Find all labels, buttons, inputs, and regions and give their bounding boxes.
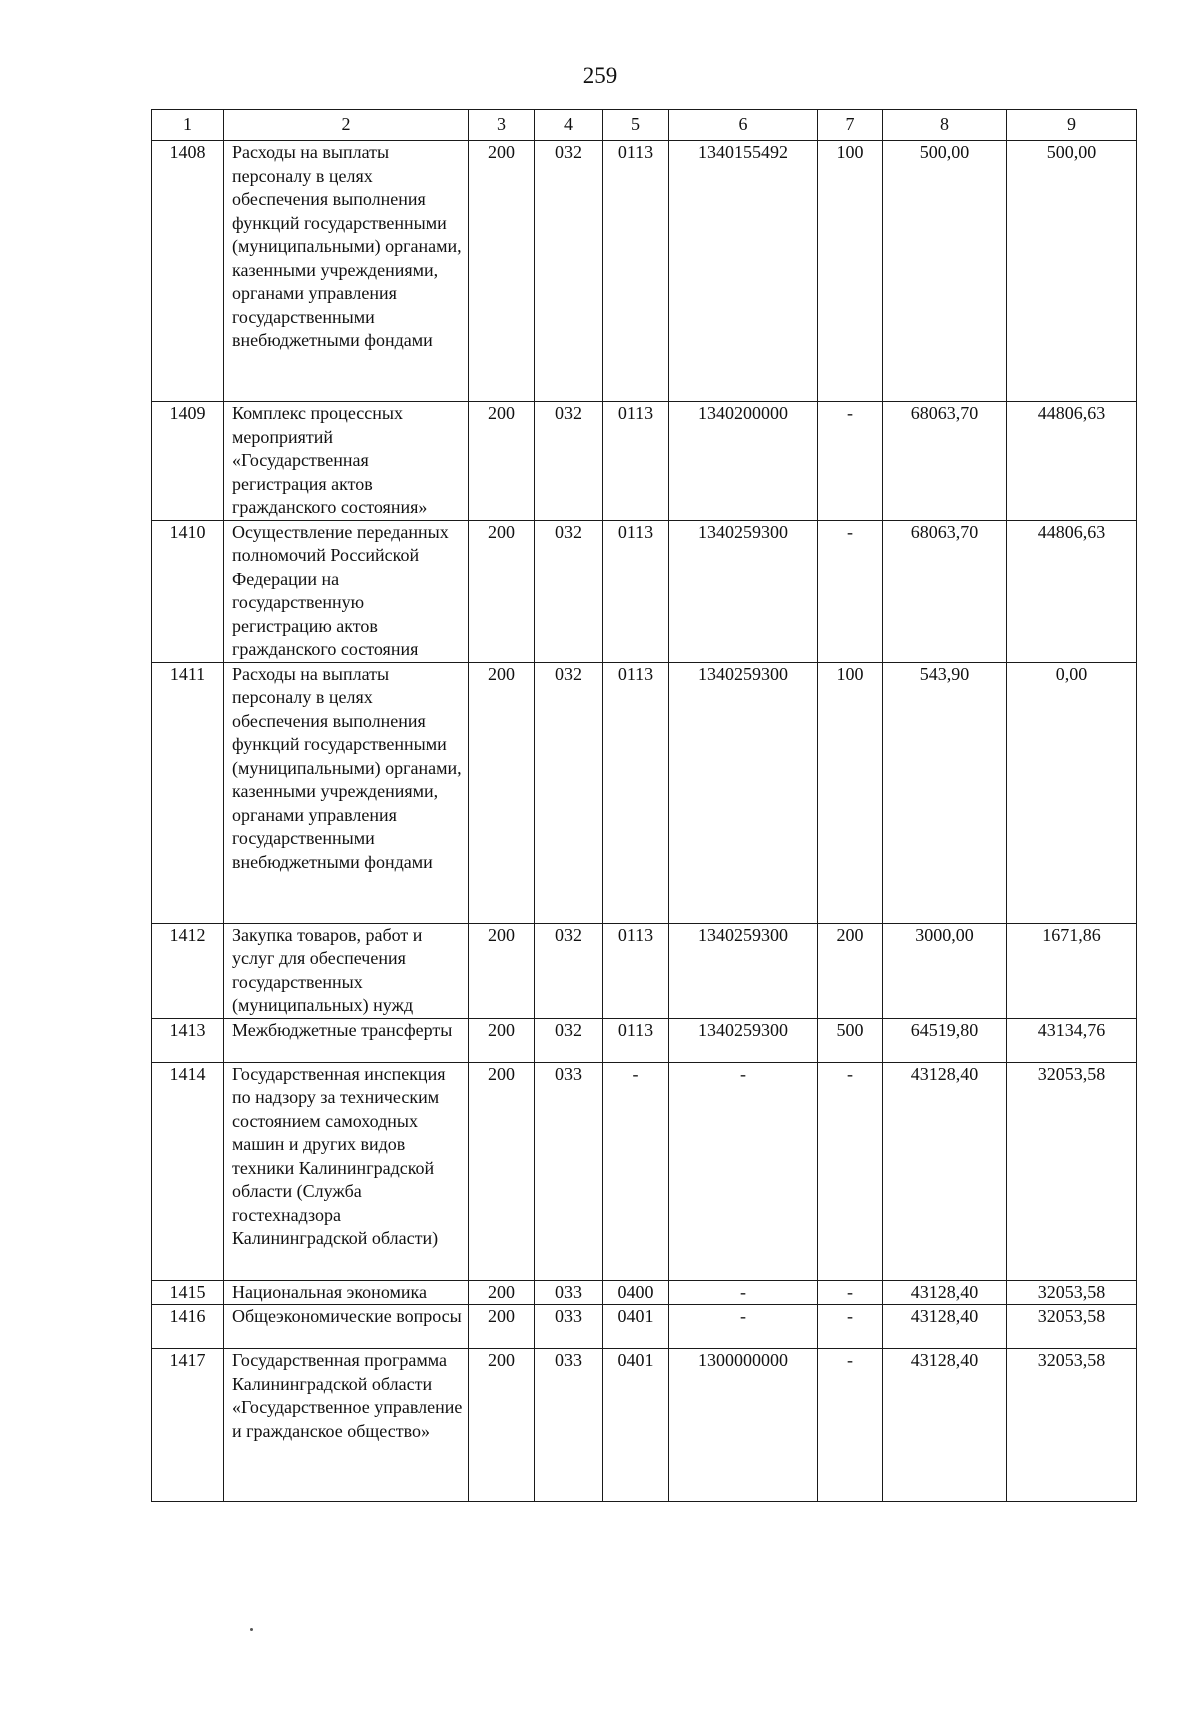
code-cell: 200 — [469, 662, 535, 923]
row-name-cell: Межбюджетные трансферты — [224, 1018, 469, 1062]
row-number-cell: 1408 — [152, 141, 224, 402]
row-name-cell: Расходы на выплаты персоналу в целях обеспечения выполнения функций государственными (муниципальными) органами, казенными учреждениями, органами управления государственными внебюджетными фондами — [224, 141, 469, 402]
header-cell: 7 — [818, 110, 883, 141]
header-cell: 6 — [669, 110, 818, 141]
ministry-code-cell: 033 — [535, 1280, 603, 1305]
executed-amount-cell: 44806,63 — [1007, 520, 1137, 662]
expense-type-cell: 100 — [818, 662, 883, 923]
budget-table — [151, 109, 1137, 1502]
code-cell: 200 — [469, 1349, 535, 1502]
section-cell: - — [603, 1062, 669, 1280]
table-row — [152, 923, 1137, 1018]
table-row — [152, 520, 1137, 662]
target-article-cell: - — [669, 1280, 818, 1305]
table-row — [152, 1018, 1137, 1062]
section-cell: 0113 — [603, 141, 669, 402]
planned-amount-cell: 43128,40 — [883, 1062, 1007, 1280]
planned-amount-cell: 43128,40 — [883, 1349, 1007, 1502]
code-cell: 200 — [469, 1305, 535, 1349]
section-cell: 0113 — [603, 520, 669, 662]
expense-type-cell: - — [818, 402, 883, 521]
target-article-cell: 1340259300 — [669, 662, 818, 923]
executed-amount-cell: 0,00 — [1007, 662, 1137, 923]
table-row — [152, 1349, 1137, 1502]
ministry-code-cell: 032 — [535, 1018, 603, 1062]
row-name-cell: Национальная экономика — [224, 1280, 469, 1305]
section-cell: 0113 — [603, 662, 669, 923]
target-article-cell: - — [669, 1062, 818, 1280]
row-name-cell: Осуществление переданных полномочий Российской Федерации на государственную регистрацию актов гражданского состояния — [224, 520, 469, 662]
target-article-cell: 1300000000 — [669, 1349, 818, 1502]
expense-type-cell: - — [818, 520, 883, 662]
executed-amount-cell: 32053,58 — [1007, 1305, 1137, 1349]
code-cell: 200 — [469, 1280, 535, 1305]
planned-amount-cell: 43128,40 — [883, 1305, 1007, 1349]
executed-amount-cell: 32053,58 — [1007, 1280, 1137, 1305]
ministry-code-cell: 033 — [535, 1305, 603, 1349]
expense-type-cell: - — [818, 1305, 883, 1349]
header-cell: 4 — [535, 110, 603, 141]
code-cell: 200 — [469, 520, 535, 662]
target-article-cell: 1340200000 — [669, 402, 818, 521]
planned-amount-cell: 68063,70 — [883, 402, 1007, 521]
code-cell: 200 — [469, 402, 535, 521]
header-cell: 9 — [1007, 110, 1137, 141]
expense-type-cell: - — [818, 1062, 883, 1280]
expense-type-cell: 100 — [818, 141, 883, 402]
planned-amount-cell: 3000,00 — [883, 923, 1007, 1018]
code-cell: 200 — [469, 1062, 535, 1280]
executed-amount-cell: 500,00 — [1007, 141, 1137, 402]
header-row — [152, 110, 1137, 141]
header-cell: 2 — [224, 110, 469, 141]
executed-amount-cell: 43134,76 — [1007, 1018, 1137, 1062]
ministry-code-cell: 032 — [535, 923, 603, 1018]
header-cell: 8 — [883, 110, 1007, 141]
header-cell: 5 — [603, 110, 669, 141]
ministry-code-cell: 032 — [535, 141, 603, 402]
code-cell: 200 — [469, 923, 535, 1018]
row-number-cell: 1415 — [152, 1280, 224, 1305]
ministry-code-cell: 033 — [535, 1349, 603, 1502]
page-number: 259 — [582, 63, 618, 88]
expense-type-cell: - — [818, 1280, 883, 1305]
code-cell: 200 — [469, 1018, 535, 1062]
expense-type-cell: - — [818, 1349, 883, 1502]
section-cell: 0113 — [603, 402, 669, 521]
target-article-cell: - — [669, 1305, 818, 1349]
row-name-cell: Расходы на выплаты персоналу в целях обеспечения выполнения функций государственными (муниципальными) органами, казенными учреждениями, органами управления государственными внебюджетными фондами — [224, 662, 469, 923]
section-cell: 0401 — [603, 1305, 669, 1349]
section-cell: 0113 — [603, 1018, 669, 1062]
row-number-cell: 1416 — [152, 1305, 224, 1349]
code-cell: 200 — [469, 141, 535, 402]
row-name-cell: Комплекс процессных мероприятий «Государственная регистрация актов гражданского состояния» — [224, 402, 469, 521]
header-cell: 1 — [152, 110, 224, 141]
planned-amount-cell: 43128,40 — [883, 1280, 1007, 1305]
row-number-cell: 1412 — [152, 923, 224, 1018]
row-number-cell: 1410 — [152, 520, 224, 662]
ministry-code-cell: 032 — [535, 662, 603, 923]
executed-amount-cell: 44806,63 — [1007, 402, 1137, 521]
planned-amount-cell: 68063,70 — [883, 520, 1007, 662]
target-article-cell: 1340259300 — [669, 923, 818, 1018]
table-row — [152, 402, 1137, 521]
row-name-cell: Общеэкономические вопросы — [224, 1305, 469, 1349]
section-cell: 0401 — [603, 1349, 669, 1502]
planned-amount-cell: 64519,80 — [883, 1018, 1007, 1062]
table-row — [152, 1062, 1137, 1280]
table-row — [152, 1280, 1137, 1305]
row-number-cell: 1414 — [152, 1062, 224, 1280]
section-cell: 0400 — [603, 1280, 669, 1305]
executed-amount-cell: 1671,86 — [1007, 923, 1137, 1018]
ministry-code-cell: 032 — [535, 520, 603, 662]
expense-type-cell: 200 — [818, 923, 883, 1018]
row-name-cell: Государственная программа Калининградской области «Государственное управление и гражданское общество» — [224, 1349, 469, 1502]
ministry-code-cell: 033 — [535, 1062, 603, 1280]
target-article-cell: 1340259300 — [669, 1018, 818, 1062]
planned-amount-cell: 500,00 — [883, 141, 1007, 402]
row-number-cell: 1411 — [152, 662, 224, 923]
row-number-cell: 1409 — [152, 402, 224, 521]
scan-speck — [250, 1628, 253, 1631]
header-cell: 3 — [469, 110, 535, 141]
row-name-cell: Закупка товаров, работ и услуг для обеспечения государственных (муниципальных) нужд — [224, 923, 469, 1018]
executed-amount-cell: 32053,58 — [1007, 1349, 1137, 1502]
row-number-cell: 1417 — [152, 1349, 224, 1502]
ministry-code-cell: 032 — [535, 402, 603, 521]
planned-amount-cell: 543,90 — [883, 662, 1007, 923]
row-name-cell: Государственная инспекция по надзору за техническим состоянием самоходных машин и других видов техники Калининградской области (Служба гостехнадзора Калининградской области) — [224, 1062, 469, 1280]
table-row — [152, 1305, 1137, 1349]
table-row — [152, 141, 1137, 402]
table-row — [152, 662, 1137, 923]
target-article-cell: 1340259300 — [669, 520, 818, 662]
row-number-cell: 1413 — [152, 1018, 224, 1062]
expense-type-cell: 500 — [818, 1018, 883, 1062]
executed-amount-cell: 32053,58 — [1007, 1062, 1137, 1280]
section-cell: 0113 — [603, 923, 669, 1018]
target-article-cell: 1340155492 — [669, 141, 818, 402]
